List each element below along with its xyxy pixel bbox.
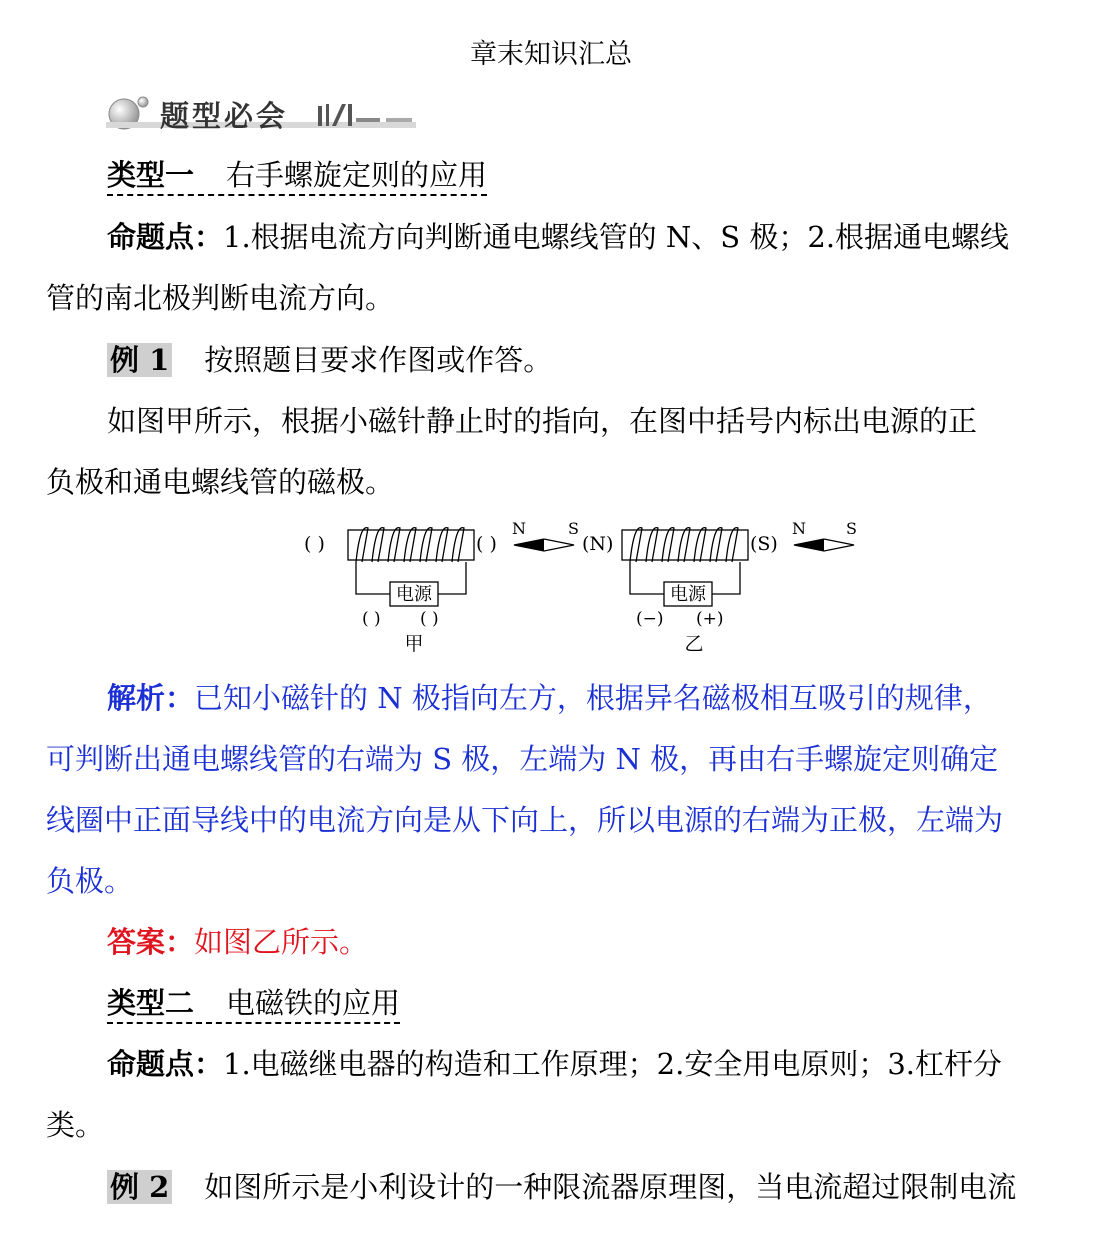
- yi-needle-s: S: [846, 519, 857, 538]
- jia-coil: [356, 528, 464, 562]
- answer-label: 答案：: [107, 925, 195, 959]
- analysis-line2: 可判断出通电螺线管的右端为 S 极，左端为 N 极，再由右手螺旋定则确定: [46, 742, 999, 776]
- analysis-label: 解析：: [107, 681, 195, 715]
- jia-right-bracket: ( ): [476, 533, 497, 555]
- banner-title: 题型必会: [160, 99, 289, 133]
- jia-left-bracket: ( ): [304, 533, 325, 555]
- jia-needle-n: N: [512, 519, 526, 538]
- question-line1: 如图甲所示，根据小磁针静止时的指向，在图中括号内标出电源的正: [107, 404, 978, 438]
- yi-magnetic-needle-icon: [792, 519, 857, 551]
- yi-source-label: 电源: [670, 584, 706, 605]
- page-title: 章末知识汇总: [470, 39, 632, 70]
- type1-points-line1: [107, 207, 1009, 267]
- type2-heading-label: 类型二: [107, 986, 195, 1020]
- section-banner: [106, 92, 416, 136]
- yi-source-right: (+): [696, 609, 724, 629]
- jia-needle-s: S: [568, 519, 579, 538]
- type1-heading-label: 类型一: [107, 158, 195, 192]
- solenoid-figure-svg: [300, 518, 860, 663]
- type1-points-label: 命题点：: [107, 220, 224, 254]
- yi-source-left: (−): [636, 609, 664, 629]
- type1-heading: [107, 145, 487, 205]
- type2-points-text1: 1.电磁继电器的构造和工作原理；2.安全用电原则；3.杠杆分: [223, 1047, 1003, 1081]
- figure-jia: [304, 519, 579, 655]
- answer-text: 如图乙所示。: [194, 925, 369, 959]
- example2: [107, 1157, 1016, 1217]
- jia-magnetic-needle-icon: [512, 519, 579, 551]
- jia-source-right: ( ): [420, 609, 439, 629]
- yi-coil: [630, 528, 738, 562]
- analysis-line3: 线圈中正面导线中的电流方向是从下向上，所以电源的右端为正极，左端为: [46, 803, 1004, 837]
- type1-points-line2: 管的南北极判断电流方向。: [46, 281, 395, 315]
- example1-text: 按照题目要求作图或作答。: [204, 343, 553, 377]
- type2-points-line1: [107, 1034, 1002, 1094]
- type2-heading: [107, 973, 400, 1033]
- yi-left-bracket: (N): [582, 533, 614, 555]
- yi-right-bracket: (S): [750, 533, 778, 555]
- solenoid-figure: [300, 518, 860, 663]
- example1: [107, 330, 552, 390]
- type2-heading-underlined: [107, 986, 400, 1024]
- analysis-line4: 负极。: [46, 864, 134, 898]
- example1-label: 例 1: [107, 343, 172, 377]
- analysis-text1: 已知小磁针的 N 极指向左方，根据异名磁极相互吸引的规律，: [194, 681, 992, 715]
- type1-points-text1: 1.根据电流方向判断通电螺线管的 N、S 极；2.根据通电螺线: [223, 220, 1010, 254]
- example2-label: 例 2: [107, 1170, 172, 1204]
- analysis-line1: [107, 668, 992, 728]
- figure-yi: [582, 519, 857, 655]
- yi-caption: 乙: [684, 633, 704, 655]
- type1-heading-title: 右手螺旋定则的应用: [226, 158, 488, 192]
- question-line2: 负极和通电螺线管的磁极。: [46, 465, 395, 499]
- jia-source-left: ( ): [362, 609, 381, 629]
- jia-caption: 甲: [404, 633, 424, 655]
- answer-line: [107, 912, 368, 972]
- type2-points-line2: 类。: [46, 1108, 105, 1142]
- type2-heading-title: 电磁铁的应用: [226, 986, 401, 1020]
- type2-points-label: 命题点：: [107, 1047, 224, 1081]
- jia-source-label: 电源: [396, 584, 432, 605]
- example2-text: 如图所示是小利设计的一种限流器原理图，当电流超过限制电流: [204, 1170, 1017, 1204]
- type1-heading-underlined: [107, 158, 487, 196]
- yi-needle-n: N: [792, 519, 806, 538]
